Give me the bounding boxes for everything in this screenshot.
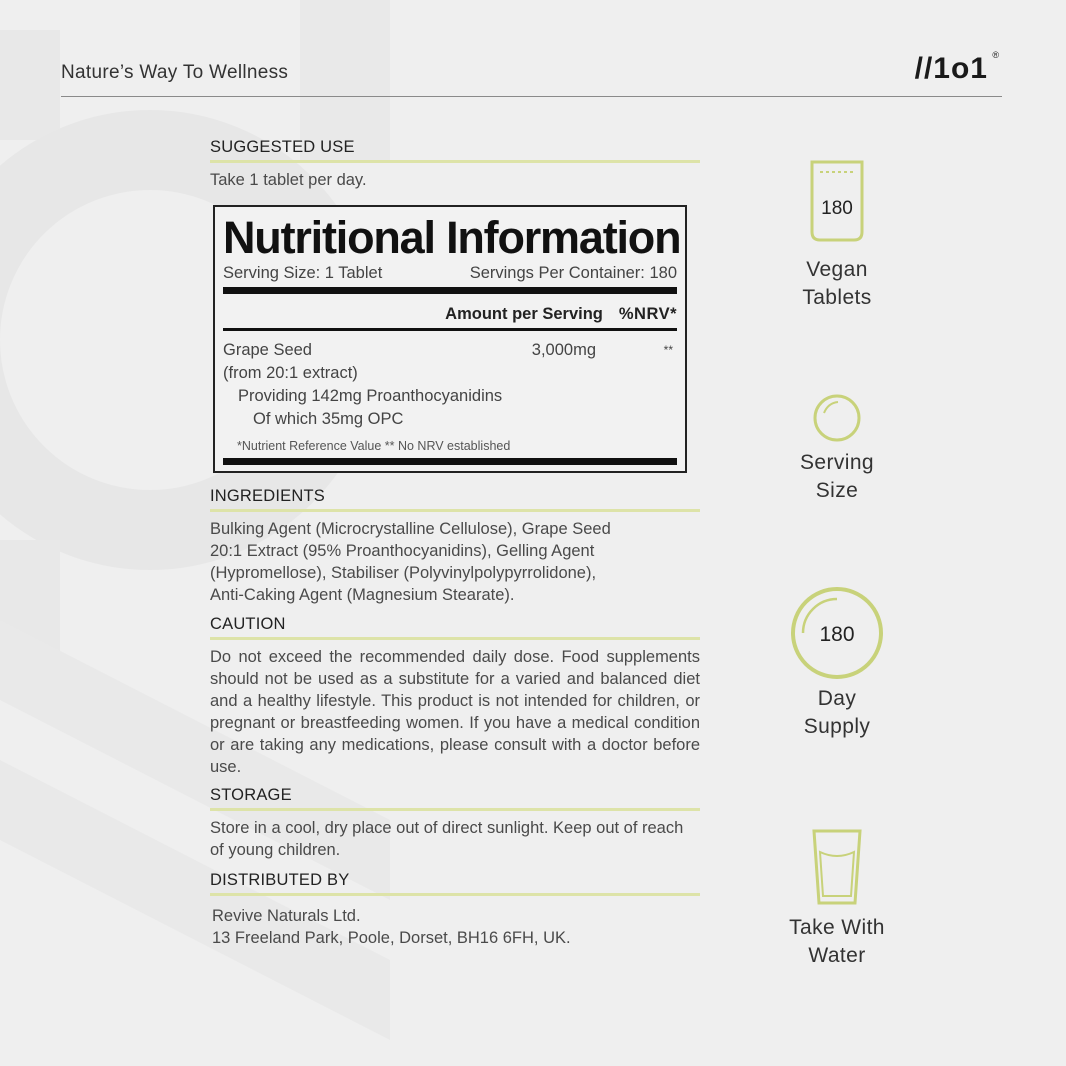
feature-label: Vegan [806,258,868,281]
logo-text: //1o1 [914,52,988,85]
feature-label: Size [815,479,859,502]
brand-logo [914,50,1000,86]
feature-label: Tablets [802,286,872,309]
ingredient-row [223,339,677,431]
ingredients-line: Bulking Agent (Microcrystalline Cellulose), Grape Seed [210,520,611,538]
divider-thick [223,287,677,294]
feature-label: Water [808,944,866,967]
caution-text: Do not exceed the recommended daily dose. Food supplements should not be used as a substitute for a varied and balanced diet and a healthy lifestyle. This product is not intended for children, or pregnant or breastfeeding women. If you have a medical condition or are taking any medications, please consult with a doctor before use. [210,648,700,776]
nrv-footnote: *Nutrient Reference Value ** No NRV established [237,439,511,453]
distributed-heading: DISTRIBUTED BY [210,871,700,896]
ingredients-line: Anti-Caking Agent (Magnesium Stearate). [210,586,515,604]
ring-icon [789,585,885,681]
ingredient-nrv: ** [663,343,673,357]
providing-line: Providing 142mg Proanthocyanidins [238,387,503,405]
pouch-icon [802,158,872,248]
nutrition-title: Nutritional Information [223,212,681,263]
servings-per-container: Servings Per Container: 180 [469,264,677,282]
feature-take-with-water [762,828,912,970]
label-content [210,138,700,949]
serving-size: Serving Size: 1 Tablet [223,264,383,282]
suggested-use-heading: SUGGESTED USE [210,138,700,163]
ingredients-line: (Hypromellose), Stabiliser (Polyvinylpolypyrrolidone), [210,564,597,582]
ingredients-heading: INGREDIENTS [210,487,700,512]
water-glass-icon [811,828,863,906]
feature-label: Supply [803,715,871,738]
tablet-circle-icon [812,393,862,443]
caution-heading: CAUTION [210,615,700,640]
suggested-use-text: Take 1 tablet per day. [210,171,367,189]
amount-header-row [223,294,677,331]
ingredient-amount: 3,000mg [531,341,596,359]
feature-label: Serving [799,451,874,474]
distributor-address: 13 Freeland Park, Poole, Dorset, BH16 6FH, UK. [212,929,571,947]
serving-row [223,264,677,283]
feature-label: Day [817,687,857,710]
storage-heading: STORAGE [210,786,700,811]
amount-header: Amount per Serving [445,305,603,323]
ingredients-line: 20:1 Extract (95% Proanthocyanidins), Gelling Agent [210,542,595,560]
distributor-name: Revive Naturals Ltd. [212,907,361,925]
feature-day-supply [762,585,912,741]
pouch-count: 180 [821,198,853,219]
supply-count: 180 [819,623,855,646]
nrv-header: %NRV* [618,305,677,323]
ingredient-name: Grape Seed [223,341,312,359]
ingredient-source: (from 20:1 extract) [223,364,358,382]
of-which-line: Of which 35mg OPC [253,410,404,428]
divider-bottom [223,458,677,465]
distributor-text [210,905,700,949]
feature-serving-size [762,393,912,505]
ingredients-text [210,518,700,606]
storage-text: Store in a cool, dry place out of direct sunlight. Keep out of reach of young children. [210,819,684,859]
feature-label: Take With [789,916,885,939]
nutrition-panel [213,205,687,473]
header-bar [61,50,1002,97]
tagline: Nature’s Way To Wellness [61,62,289,83]
feature-vegan-tablets [762,158,912,312]
registered-mark: ® [992,50,1000,60]
